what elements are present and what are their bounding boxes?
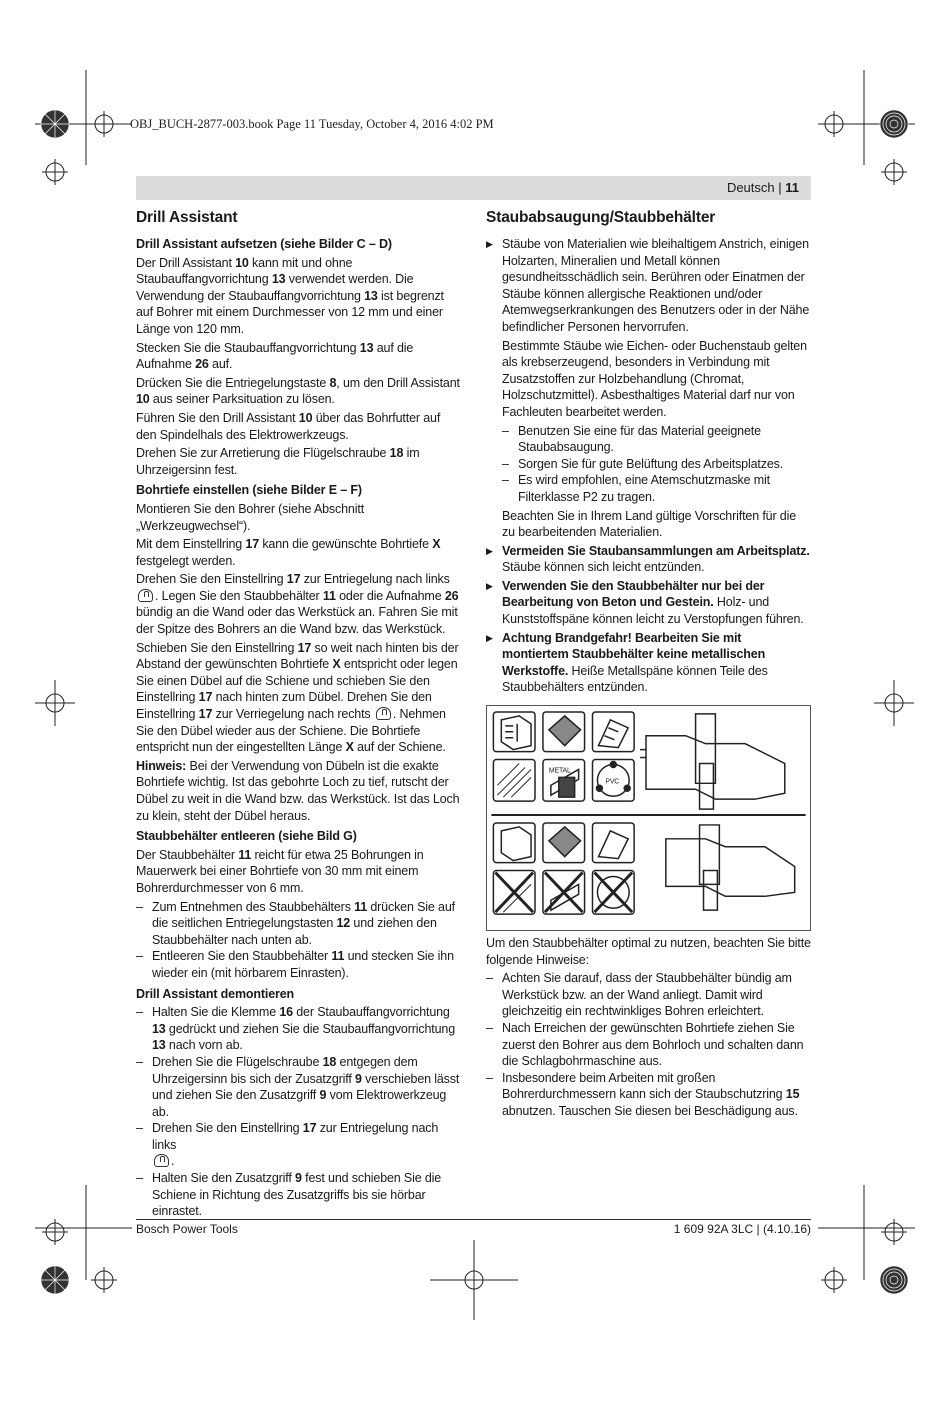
warning-item: ▶ Stäube von Materialien wie bleihaltigem Anstrich, einigen Holzarten, Mineralien und Metall können gesundheitsschädlich sein. Berühren oder Einatmen der Stäube können allergische Reaktionen und/oder Atemwegserkrankungen des Benutzers oder in der Nähe befindlicher Personen hervorrufen. (486, 236, 811, 336)
right-column (486, 205, 811, 1122)
list-item: – Halten Sie den Zusatzgriff 9 fest und schieben Sie die Schiene in Richtung des Zusatzgriffs bis sie hörbar einrastet. (136, 1170, 462, 1220)
section-title-drill-assistant: Drill Assistant (136, 209, 238, 226)
dash-list (486, 970, 811, 1119)
paragraph: Der Drill Assistant 10 kann mit und ohne Staubauffangvorrichtung 13 verwendet werden. Die Verwendung der Staubauffangvorrichtung 13 ist begrenzt auf Bohrer mit einem Durchmesser von 12 mm und einer Länge von 120 mm. (136, 255, 444, 336)
footer-brand: Bosch Power Tools (136, 1222, 238, 1236)
section-title-staubabsaugung: Staubabsaugung/Staubbehälter (486, 209, 716, 226)
paragraph: Bestimmte Stäube wie Eichen- oder Buchenstaub gelten als krebserzeugend, besonders in Verbindung mit Zusatzstoffen zur Holzbehandlung (Chromat, Holzschutzmittel). Asbesthaltiges Material darf nur von Fachleuten bearbeitet werden. (502, 338, 807, 419)
list-item: – Halten Sie die Klemme 16 der Staubauffangvorrichtung 13 gedrückt und ziehen Sie die Staubauffangvorrichtung 13 nach vorn ab. (136, 1004, 462, 1054)
dash-list (136, 899, 462, 982)
paragraph: Mit dem Einstellring 17 kann die gewünschte Bohrtiefe X festgelegt werden. (136, 537, 441, 568)
paragraph: Stecken Sie die Staubauffangvorrichtung 13 auf die Aufnahme 26 auf. (136, 340, 414, 372)
warning-item: ▶ Verwenden Sie den Staubbehälter nur bei der Bearbeitung von Beton und Gestein. Holz- und Kunststoffspäne können leicht zu Verstopfungen führen. (486, 578, 811, 628)
list-item: – Insbesondere beim Arbeiten mit großen Bohrerdurchmessern kann sich der Staubschutzring 15 abnutzen. Tauschen Sie diesen bei Beschädigung aus. (486, 1070, 811, 1120)
material-usage-figure (486, 705, 811, 931)
footer-rule (136, 1219, 811, 1220)
paragraph: Führen Sie den Drill Assistant 10 über das Bohrfutter auf den Spindelhals des Elektrowerkzeugs. (136, 410, 441, 442)
unlock-icon (138, 589, 153, 602)
paragraph: Drehen Sie den Einstellring 17 zur Entriegelung nach links . Legen Sie den Staubbehälter 11 oder die Aufnahme 26 bündig an die Wand oder das Werkstück an. Fahren Sie mit der Spitze des Bohrers an die Wand bzw. das Werkstück. (136, 572, 459, 637)
list-item: – Sorgen Sie für gute Belüftung des Arbeitsplatzes. (502, 456, 811, 473)
list-item: – Drehen Sie den Einstellring 17 zur Entriegelung nach links . (136, 1120, 462, 1170)
page-header: Deutsch | 11 (136, 176, 811, 200)
paragraph: Montieren Sie den Bohrer (siehe Abschnitt „Werkzeugwechsel“). (136, 501, 365, 533)
paragraph: Drehen Sie zur Arretierung die Flügelschraube 18 im Uhrzeigersinn fest. (136, 446, 420, 477)
paragraph: Drücken Sie die Entriegelungstaste 8, um den Drill Assistant 10 aus seiner Parksituation zu lösen. (136, 375, 460, 407)
heading-drill-assistant-aufsetzen: Drill Assistant aufsetzen (siehe Bilder C – D) (136, 237, 392, 251)
warning-item: ▶ Achtung Brandgefahr! Bearbeiten Sie mit montiertem Staubbehälter keine metallischen Werkstoffe. Heiße Metallspäne können Teile des Staubbehälters entzünden. (486, 630, 811, 696)
svg-text:METAL: METAL (548, 767, 571, 775)
note-paragraph: Hinweis: Bei der Verwendung von Dübeln ist die exakte Bohrtiefe wichtig. Ist das gebohrte Loch zu tief, rutscht der Dübel zu weit in die Wand bzw. das Werkstück. Ist das Loch zu klein, steht der Dübel heraus. (136, 758, 460, 823)
list-item: – Drehen Sie die Flügelschraube 18 entgegen dem Uhrzeigersinn bis sich der Zusatzgriff 9 verschieben lässt und ziehen Sie den Zusatzgriff 9 vom Elektrowerkzeug ab. (136, 1054, 462, 1120)
paragraph: Der Staubbehälter 11 reicht für etwa 25 Bohrungen in Mauerwerk bei einer Bohrtiefe von 30 mm mit einem Bohrerdurchmesser von 6 mm. (136, 847, 424, 895)
footer-doc-number: 1 609 92A 3LC | (4.10.16) (673, 1222, 811, 1236)
list-item: – Es wird empfohlen, eine Atemschutzmaske mit Filterklasse P2 zu tragen. (502, 472, 811, 505)
warning-item: ▶ Vermeiden Sie Staubansammlungen am Arbeitsplatz. Stäube können sich leicht entzünden. (486, 543, 811, 576)
page-number: 11 (785, 180, 799, 195)
file-info-line: OBJ_BUCH-2877-003.book Page 11 Tuesday, October 4, 2016 4:02 PM (130, 117, 494, 131)
paragraph: Schieben Sie den Einstellring 17 so weit nach hinten bis der Abstand der gewünschten Bohrtiefe X entspricht oder legen Sie einen Dübel auf die Schiene und schieben Sie den Einstellring 17 nach hinten zum Dübel. Drehen Sie den Einstellring 17 zur Verriegelung nach rechts . Nehmen Sie den Dübel wieder aus der Schiene. Die Bohrtiefe entspricht nun der eingestellten Länge X auf der Schiene. (136, 640, 459, 755)
list-item: – Zum Entnehmen des Staubbehälters 11 drücken Sie auf die seitlichen Entriegelungstasten 12 und ziehen den Staubbehälter nach unten ab. (136, 899, 462, 949)
paragraph: Um den Staubbehälter optimal zu nutzen, beachten Sie bitte folgende Hinweise: (486, 936, 811, 967)
left-column (136, 205, 462, 1222)
heading-staubbehaelter-entleeren: Staubbehälter entleeren (siehe Bild G) (136, 829, 357, 844)
list-item: – Entleeren Sie den Staubbehälter 11 und stecken Sie ihn wieder ein (mit hörbarem Einrasten). (136, 948, 462, 981)
list-item: – Nach Erreichen der gewünschten Bohrtiefe ziehen Sie zuerst den Bohrer aus dem Bohrloch und schalten dann die Schlagbohrmaschine aus. (486, 1020, 811, 1070)
unlock-icon (154, 1154, 169, 1167)
heading-bohrtiefe-einstellen: Bohrtiefe einstellen (siehe Bilder E – F) (136, 483, 362, 498)
svg-text:PVC: PVC (605, 778, 620, 786)
list-item: – Achten Sie darauf, dass der Staubbehälter bündig am Werkstück bzw. an der Wand anliegt. Damit wird gleichzeitig ein rechtwinkliges Bohren erleichtert. (486, 970, 811, 1020)
header-language: Deutsch (726, 180, 775, 195)
paragraph: Beachten Sie in Ihrem Land gültige Vorschriften für die zu bearbeitenden Materialien. (502, 508, 797, 540)
list-item: – Benutzen Sie eine für das Material geeignete Staubabsaugung. (502, 423, 811, 456)
dash-list (136, 1004, 462, 1220)
lock-icon (376, 707, 391, 720)
heading-drill-assistant-demontieren: Drill Assistant demontieren (136, 986, 295, 1001)
dash-list (486, 423, 811, 506)
